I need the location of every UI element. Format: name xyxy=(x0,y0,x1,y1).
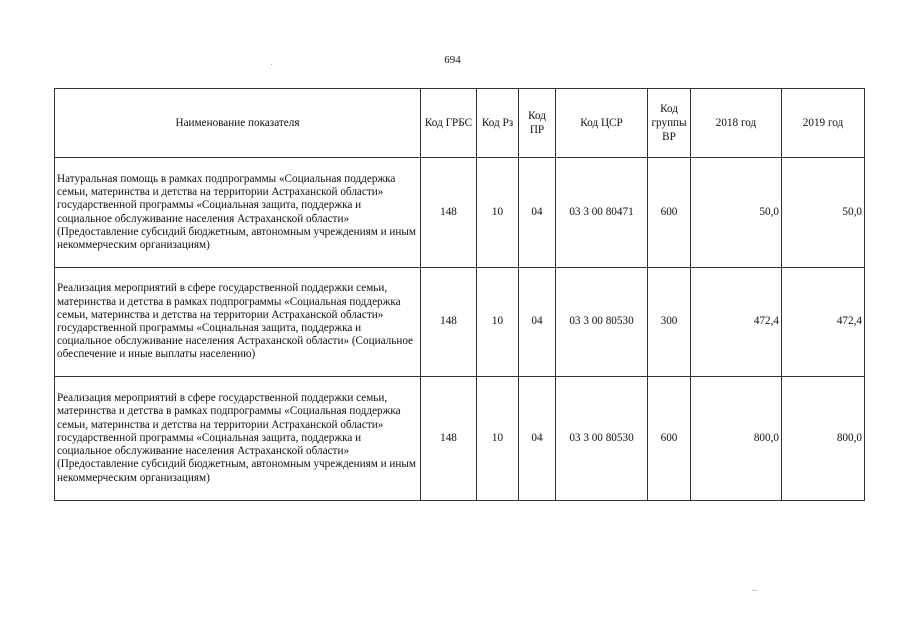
header-pr: Код ПР xyxy=(519,89,556,158)
cell-pr: 04 xyxy=(519,158,556,268)
cell-name: Натуральная помощь в рамках подпрограммы «Социальная поддержка семьи, материнства и детства на территории Астраханской области» государственной программы «Социальная защита, поддержка и социальное обслуживание населения Астраханской области» (Предоставление субсидий бюджетным, автономным учреждениям и иным некоммерческим организациям) xyxy=(55,158,421,268)
cell-vr: 600 xyxy=(648,158,691,268)
cell-rz: 10 xyxy=(477,268,519,377)
cell-rz: 10 xyxy=(477,377,519,501)
scan-speck: – xyxy=(752,585,757,596)
cell-2018: 472,4 xyxy=(691,268,782,377)
header-rz: Код Рз xyxy=(477,89,519,158)
header-vr: Код группы ВР xyxy=(648,89,691,158)
cell-2019: 50,0 xyxy=(782,158,865,268)
cell-csr: 03 3 00 80530 xyxy=(556,377,648,501)
cell-pr: 04 xyxy=(519,268,556,377)
cell-grbs: 148 xyxy=(421,158,477,268)
cell-2018: 800,0 xyxy=(691,377,782,501)
table-header-row xyxy=(55,89,865,158)
cell-pr: 04 xyxy=(519,377,556,501)
table-row xyxy=(55,377,865,501)
budget-table xyxy=(54,88,865,501)
scan-speck: · xyxy=(270,60,274,71)
cell-csr: 03 3 00 80471 xyxy=(556,158,648,268)
header-2018: 2018 год xyxy=(691,89,782,158)
cell-name: Реализация мероприятий в сфере государственной поддержки семьи, материнства и детства в рамках подпрограммы «Социальная поддержка семьи, материнства и детства на территории Астраханской области» государственной программы «Социальная защита, поддержка и социальное обслуживание населения Астраханской области» (Социальное обеспечение и иные выплаты населению) xyxy=(55,268,421,377)
cell-rz: 10 xyxy=(477,158,519,268)
cell-2018: 50,0 xyxy=(691,158,782,268)
header-grbs: Код ГРБС xyxy=(421,89,477,158)
header-name: Наименование показателя xyxy=(55,89,421,158)
cell-grbs: 148 xyxy=(421,268,477,377)
table-row xyxy=(55,268,865,377)
cell-2019: 800,0 xyxy=(782,377,865,501)
cell-vr: 600 xyxy=(648,377,691,501)
table-row xyxy=(55,158,865,268)
cell-grbs: 148 xyxy=(421,377,477,501)
cell-vr: 300 xyxy=(648,268,691,377)
header-csr: Код ЦСР xyxy=(556,89,648,158)
cell-name: Реализация мероприятий в сфере государственной поддержки семьи, материнства и детства в рамках подпрограммы «Социальная поддержка семьи, материнства и детства на территории Астраханской области» государственной программы «Социальная защита, поддержка и социальное обслуживание населения Астраханской области» (Предоставление субсидий бюджетным, автономным учреждениям и иным некоммерческим организациям) xyxy=(55,377,421,501)
header-2019: 2019 год xyxy=(782,89,865,158)
page-number: 694 xyxy=(444,54,461,66)
cell-2019: 472,4 xyxy=(782,268,865,377)
cell-csr: 03 3 00 80530 xyxy=(556,268,648,377)
